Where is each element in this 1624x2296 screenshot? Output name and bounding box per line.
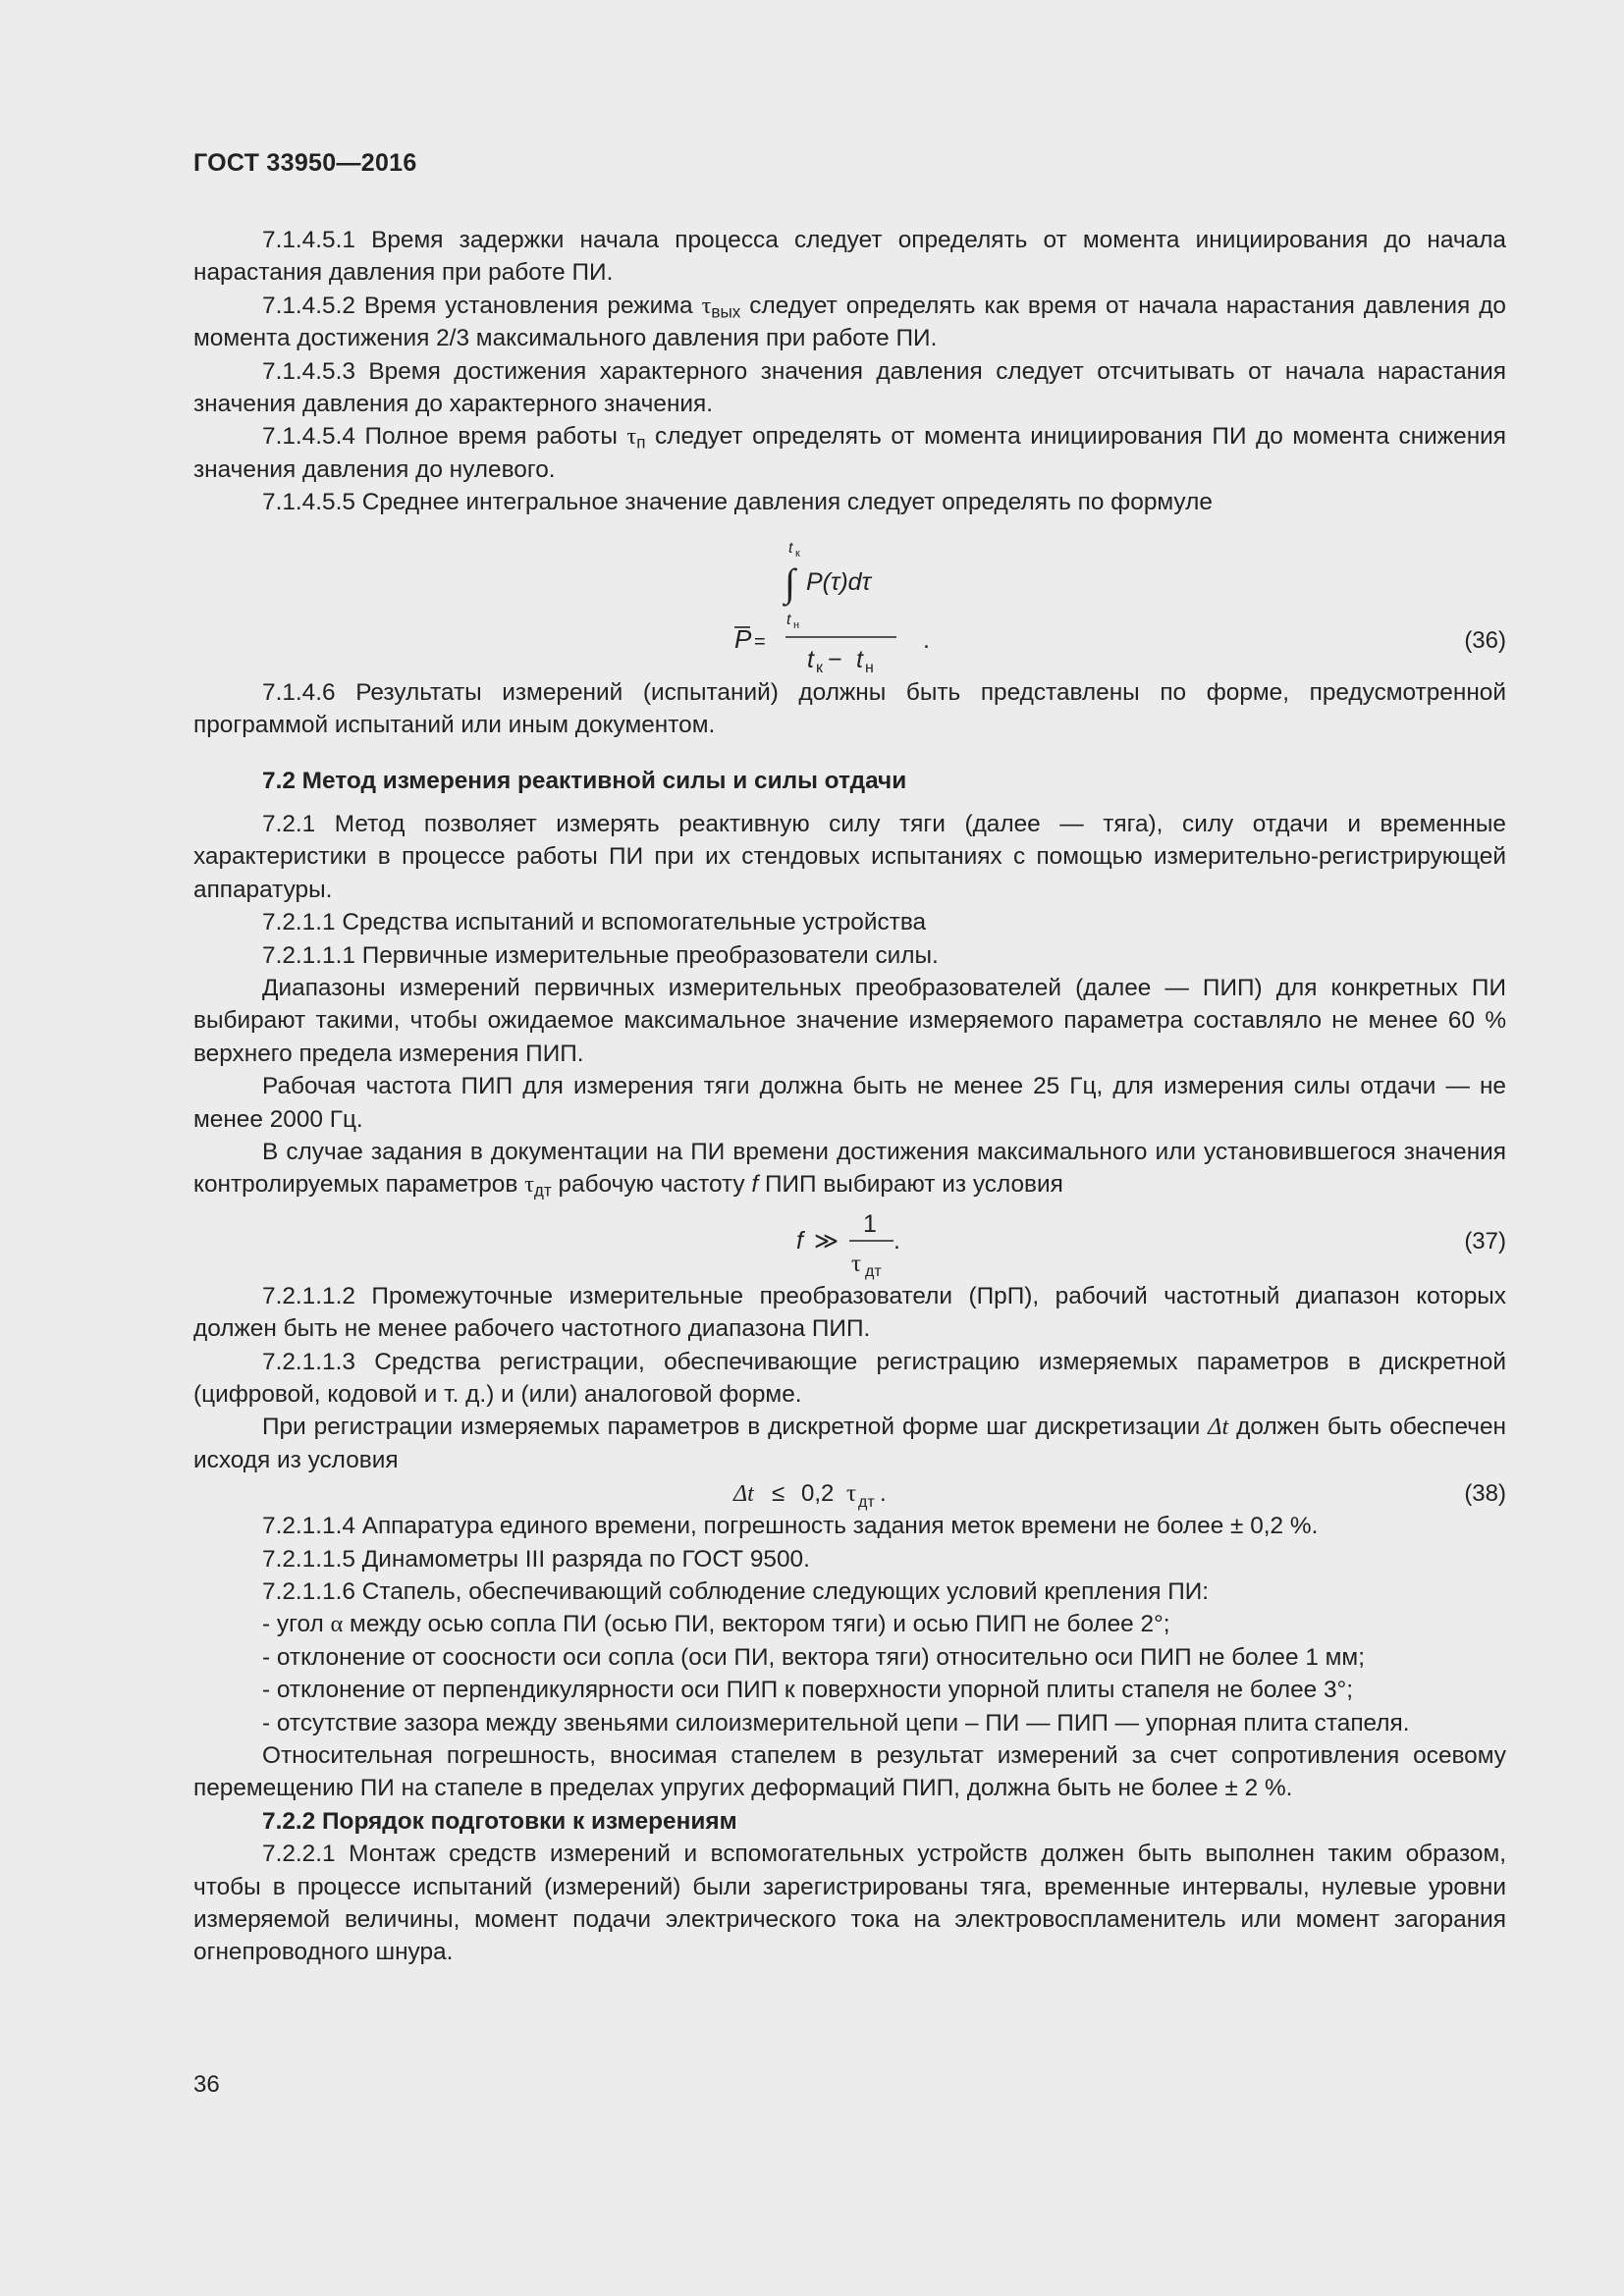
formula-37-dot: . (893, 1226, 900, 1255)
formula-38-dot: . (880, 1480, 887, 1508)
paragraph-7-1-4-5-3: 7.1.4.5.3 Время достижения характерного значения давления следует отсчитывать от начала нарастания значения давления до характерного значения. (193, 357, 1506, 418)
formula-36-integrand: P(τ)dτ (806, 567, 871, 596)
paragraph-ranges: Диапазоны измерений первичных измерительных преобразователей (далее — ПИП) для конкретных ПИ выбирают такими, чтобы ожидаемое максимальное значение измеряемого параметра составляло не менее 60 % верхнего предела измерения ПИП. (193, 974, 1506, 1067)
text-span: следует определять как время от начала нарастания давления до момента достижения 2/3 максимального давления при работе ПИ. (193, 292, 1506, 352)
text-span: 7.1.4.5.2 Время установления режима (262, 292, 702, 319)
document-body (193, 224, 1506, 1969)
text-span: ПИП выбирают из условия (758, 1171, 1063, 1199)
text-span: следует определять от момента инициирования ПИ до момента снижения значения давления до нулевого. (193, 423, 1506, 483)
paragraph-7-2-2-1: 7.2.2.1 Монтаж средств измерений и вспомогательных устройств должен быть выполнен таким образом, чтобы в процессе испытаний (измерений) были зарегистрированы тяга, временные интервалы, нулевые уровни измеряемой величины, момент подачи электрического тока на электровоспламенитель или момент загорания огнепроводного шнура. (193, 1841, 1506, 1966)
document-header: ГОСТ 33950—2016 (193, 149, 417, 177)
section-heading-7-2: 7.2 Метод измерения реактивной силы и силы отдачи (262, 768, 907, 795)
formula-36-eq: = (754, 630, 766, 653)
list-item-gap: - отсутствие зазора между звеньями силоизмерительной цепи – ПИ — ПИП — упорная плита стапеля. (262, 1709, 1410, 1736)
formula-37-f: f (796, 1226, 803, 1255)
formula-38-lhs: Δt (733, 1481, 754, 1508)
paragraph-7-1-4-5-2 (193, 290, 1506, 355)
list-item-angle (193, 1608, 1506, 1640)
formula-38-graphic (193, 1474, 1506, 1514)
paragraph-7-1-4-5-1: 7.1.4.5.1 Время задержки начала процесса следует определять от момента инициирования до начала нарастания давления при работе ПИ. (193, 227, 1506, 287)
delta-t-symbol: Δt (1208, 1414, 1229, 1441)
paragraph-7-2-1-1-3: 7.2.1.1.3 Средства регистрации, обеспечивающие регистрацию измеряемых параметров в дискретной (цифровой, кодовой и т. д.) и (или) аналоговой форме. (193, 1348, 1506, 1408)
paragraph-7-2-1: 7.2.1 Метод позволяет измерять реактивную силу тяги (далее — тяга), силу отдачи и временные характеристики в процессе работы ПИ при их стендовых испытаниях с помощью измерительно-регистрирующей аппаратуры. (193, 810, 1506, 903)
text-span: - угол (262, 1611, 331, 1638)
paragraph-7-1-4-6: 7.1.4.6 Результаты измерений (испытаний) должны быть представлены по форме, предусмотренной программой испытаний или иным документом. (193, 678, 1506, 739)
formula-36-den-t2: t (856, 645, 863, 673)
formula-38-sub: дт (858, 1494, 875, 1512)
list-item-perpendicular: - отклонение от перпендикулярности оси ПИП к поверхности упорной плиты стапеля не более 3°; (262, 1677, 1354, 1704)
text-span: В случае задания в документации на ПИ времени достижения максимального или установившегося значения контролируемых параметров (193, 1138, 1506, 1199)
formula-37-den: τ (851, 1250, 862, 1277)
page-number: 36 (193, 2071, 220, 2098)
formula-37-num: 1 (863, 1209, 877, 1238)
formula-38-rel: ≤ (772, 1480, 785, 1508)
subscript: дт (533, 1181, 552, 1201)
tau-symbol: τ (626, 423, 637, 451)
subscript: вых (711, 302, 741, 322)
formula-36-dot: . (923, 625, 930, 654)
formula-37 (193, 1201, 1506, 1280)
subscript: п (636, 433, 646, 453)
text-span: При регистрации измеряемых параметров в дискретной форме шаг дискретизации (262, 1414, 1209, 1441)
paragraph-7-2-1-1: 7.2.1.1 Средства испытаний и вспомогательные устройства (262, 909, 927, 936)
formula-38-number: (38) (1464, 1480, 1506, 1508)
formula-36-den-t1: t (807, 645, 814, 673)
text-span: рабочую частоту (551, 1171, 752, 1199)
integral-sign: ∫ (785, 560, 795, 605)
formula-36-upper-limit-sub: к (795, 547, 800, 560)
formula-36 (193, 519, 1506, 676)
text-span: 7.1.4.5.4 Полное время работы (262, 423, 627, 451)
formula-36-den-sub1: к (816, 659, 823, 676)
formula-38-sym: τ (846, 1480, 857, 1508)
paragraph-relative-error: Относительная погрешность, вносимая стапелем в результат измерений за счет сопротивления осевому перемещению ПИ на стапеле в пределах упругих деформаций ПИП, должна быть не более ± 2 %. (193, 1742, 1506, 1802)
formula-37-number: (37) (1464, 1227, 1506, 1255)
paragraph-7-1-4-5-4 (193, 420, 1506, 486)
paragraph-7-2-1-1-1: 7.2.1.1.1 Первичные измерительные преобразователи силы. (262, 941, 939, 969)
formula-36-graphic (193, 519, 1506, 676)
tau-symbol: τ (524, 1171, 534, 1199)
list-item-coaxial: - отклонение от соосности оси сопла (оси ПИ, вектора тяги) относительно оси ПИП не более 1 мм; (262, 1643, 1365, 1671)
paragraph-7-2-1-1-2: 7.2.1.1.2 Промежуточные измерительные преобразователи (ПрП), рабочий частотный диапазон которых должен быть не менее рабочего частотного диапазона ПИП. (193, 1282, 1506, 1343)
paragraph-discretization (193, 1411, 1506, 1476)
text-span: между осью сопла ПИ (осью ПИ, вектором тяги) и осью ПИП не более 2°; (343, 1611, 1170, 1638)
text-span: должен быть обеспечен исходя из условия (193, 1414, 1507, 1473)
paragraph-frequency: Рабочая частота ПИП для измерения тяги должна быть не менее 25 Гц, для измерения силы отдачи — не менее 2000 Гц. (193, 1073, 1506, 1133)
paragraph-7-2-1-1-5: 7.2.1.1.5 Динамометры III разряда по ГОСТ 9500. (262, 1545, 810, 1573)
formula-36-lower-limit: t (786, 611, 791, 628)
formula-37-graphic (193, 1201, 1506, 1280)
paragraph-case (193, 1136, 1506, 1201)
paragraph-7-2-1-1-4: 7.2.1.1.4 Аппаратура единого времени, погрешность задания меток времени не более ± 0,2 %. (262, 1513, 1319, 1540)
formula-36-lower-limit-sub: н (793, 618, 800, 631)
formula-38 (193, 1474, 1506, 1510)
paragraph-7-2-1-1-6: 7.2.1.1.6 Стапель, обеспечивающий соблюдение следующих условий крепления ПИ: (262, 1578, 1210, 1605)
f-symbol: f (751, 1171, 759, 1199)
formula-36-number: (36) (1464, 626, 1506, 654)
formula-38-val: 0,2 (801, 1480, 835, 1508)
section-heading-7-2-2: 7.2.2 Порядок подготовки к измерениям (262, 1807, 737, 1835)
formula-36-den-minus: − (828, 645, 842, 673)
alpha-symbol: α (330, 1611, 344, 1638)
formula-36-den-sub2: н (865, 659, 874, 676)
tau-symbol: τ (701, 292, 712, 319)
formula-36-upper-limit: t (788, 539, 793, 557)
formula-36-lhs: P (734, 623, 752, 654)
formula-37-den-sub: дт (865, 1262, 882, 1280)
formula-37-rel: ≫ (814, 1227, 839, 1255)
paragraph-7-1-4-5-5: 7.1.4.5.5 Среднее интегральное значение давления следует определять по формуле (262, 489, 1213, 516)
